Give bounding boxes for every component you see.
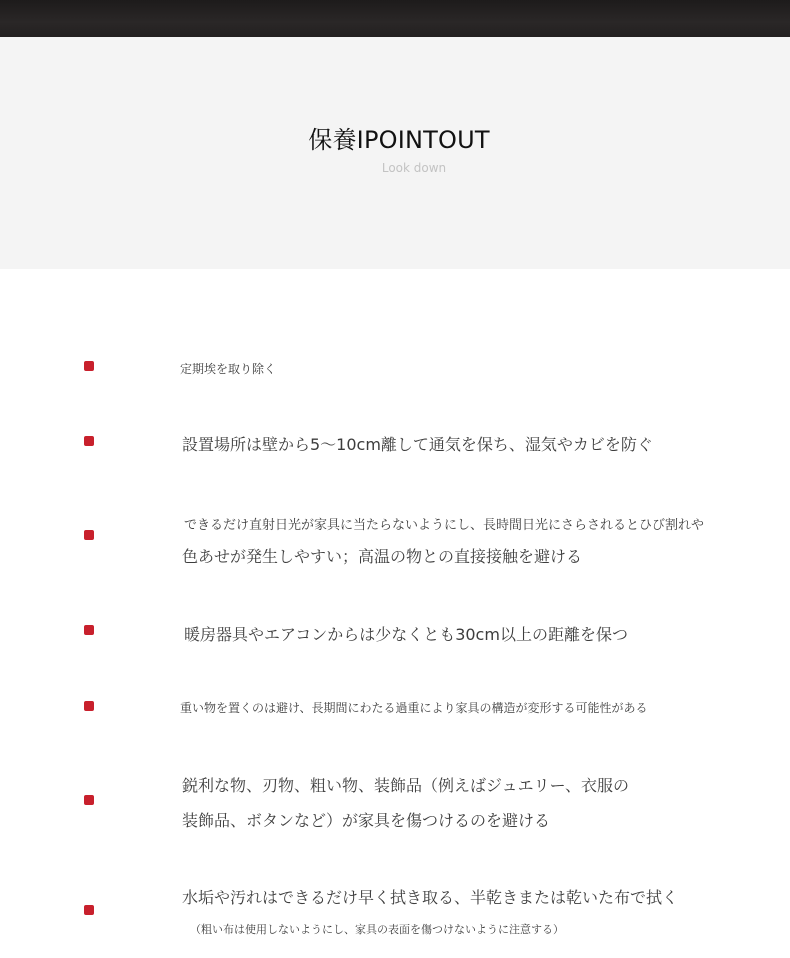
bullet-marker — [84, 905, 94, 915]
bullet-marker — [84, 436, 94, 446]
care-tip-text: 定期埃を取り除く — [180, 362, 277, 376]
care-tip-text: できるだけ直射日光が家具に当たらないようにし、長時間日光にさらされるとひび割れや — [184, 518, 705, 533]
top-banner-strip — [0, 0, 790, 37]
care-tip-text: 水垢や汚れはできるだけ早く拭き取る、半乾きまたは乾いた布で拭く — [182, 888, 679, 907]
care-tip-text: 鋭利な物、刃物、粗い物、装飾品（例えばジュエリー、衣服の — [182, 776, 630, 795]
bullet-marker — [84, 361, 94, 371]
care-tip-text: 装飾品、ボタンなど）が家具を傷つけるのを避ける — [182, 811, 551, 830]
care-tip-text: 設置場所は壁から5～10cm離して通気を保ち、湿気やカビを防ぐ — [182, 435, 653, 454]
bullet-marker — [84, 701, 94, 711]
care-tip-note: （粗い布は使用しないようにし、家具の表面を傷つけないように注意する） — [190, 923, 564, 936]
care-tip-text: 色あせが発生しやすい；高温の物との直接接触を避ける — [182, 547, 583, 566]
bullet-marker — [84, 530, 94, 540]
care-tip-text: 暖房器具やエアコンからは少なくとも30cm以上の距離を保つ — [184, 625, 628, 644]
care-tip-text: 重い物を置くのは避け、長期間にわたる過重により家具の構造が変形する可能性がある — [180, 701, 648, 715]
page-title: 保養IPOINTOUT — [308, 126, 490, 154]
bullet-marker — [84, 625, 94, 635]
page-subtitle: Look down — [381, 161, 447, 175]
bullet-marker — [84, 795, 94, 805]
